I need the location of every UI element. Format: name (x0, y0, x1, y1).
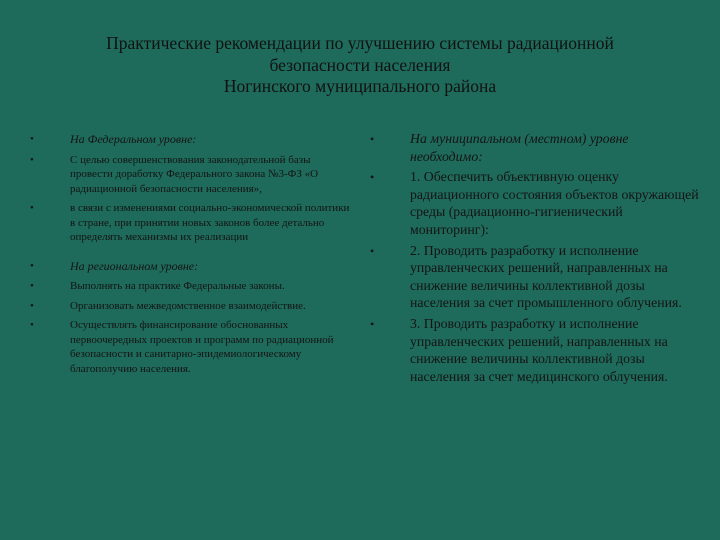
list-item (370, 130, 700, 165)
list-item-text: 3. Проводить разработку и исполнение управленческих решений, направленных на снижение величины коллективной дозы населения за счет медицинского облучения. (410, 315, 668, 384)
municipal-level-heading: На муниципальном (местном) уровне необходимо: (410, 131, 629, 164)
list-item-text: 1. Обеспечить объективную оценку радиационного состояния объектов окружающей среды (радиационно-гигиенический мониторинг): (410, 169, 699, 237)
title-line-1: Практические рекомендации по улучшению системы радиационной (106, 33, 614, 53)
bullet-icon: • (370, 132, 375, 146)
regional-level-heading: На региональном уровне: (70, 258, 199, 273)
slide-title (30, 33, 690, 98)
list-item (370, 315, 700, 385)
list-item (30, 132, 350, 148)
bullet-icon: • (30, 319, 34, 331)
list-item (30, 318, 350, 376)
bullet-icon: • (30, 133, 34, 145)
list-item (30, 201, 350, 245)
list-item (30, 299, 350, 314)
title-line-2: безопасности населения (269, 54, 451, 75)
title-line-3: Ногинского муниципального района (223, 76, 497, 96)
right-column-list (370, 130, 700, 388)
list-item-text: Выполнять на практике Федеральные законы. (70, 280, 285, 292)
list-item (370, 242, 700, 312)
bullet-icon: • (30, 299, 34, 312)
bullet-icon: • (30, 202, 34, 214)
bullet-icon: • (30, 280, 34, 292)
list-item-text: С целью совершенствования законодательной базы провести доработку Федерального закона №3-ФЗ «О радиационной безопасности населения», (70, 153, 319, 195)
list-item (30, 259, 350, 275)
bullet-icon: • (370, 170, 375, 185)
list-item-text: Организовать межведомственное взаимодействие. (70, 299, 306, 312)
list-item (30, 279, 350, 294)
list-item-text: Осуществлять финансирование обоснованных первоочередных проектов и программ по радиационной безопасности и санитарно-эпидемиологическому благополучию населения. (70, 319, 334, 375)
bullet-icon: • (30, 259, 34, 272)
list-item (30, 153, 350, 197)
bullet-icon: • (30, 153, 34, 166)
bullet-icon: • (370, 243, 375, 258)
left-column-list (30, 132, 350, 381)
list-item-text: в связи с изменениями социально-экономической политики в стране, при принятии новых законов более детально определять механизмы их реализации (70, 202, 350, 243)
list-item (370, 168, 700, 238)
federal-level-heading: На Федеральном уровне: (70, 132, 197, 146)
list-item-text: 2. Проводить разработку и исполнение управленческих решений, направленных на снижение величины коллективной дозы населения за счет промышленного облучения. (410, 242, 682, 311)
bullet-icon: • (370, 316, 375, 331)
